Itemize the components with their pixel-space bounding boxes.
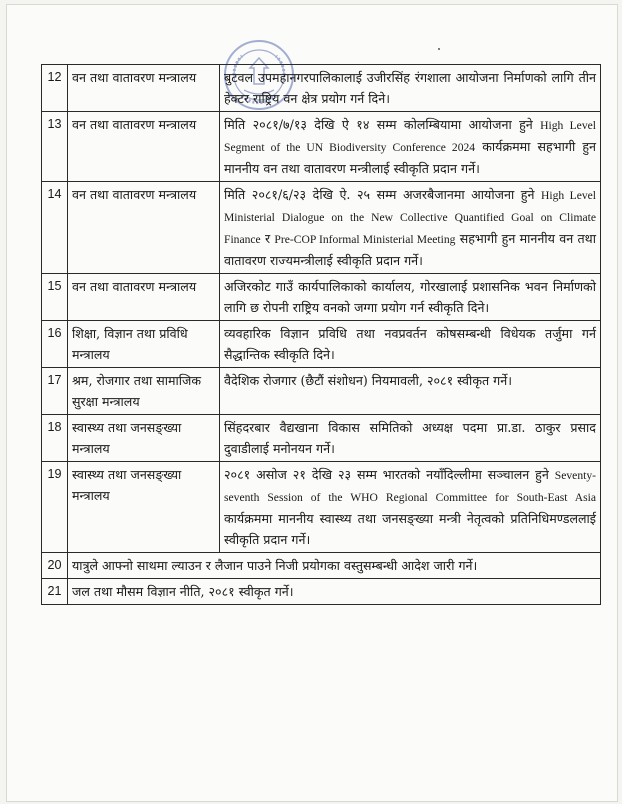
- row-number: 17: [42, 368, 68, 415]
- decision-text: मिति २०८१/७/१३ देखि ऐ १४ सम्म कोलम्बियामा आयोजना हुने: [224, 117, 541, 132]
- decision-detail-cell: [220, 321, 601, 368]
- ministry-cell: वन तथा वातावरण मन्त्रालय: [68, 182, 220, 274]
- decision-detail-cell: [220, 415, 601, 462]
- ministry-cell: वन तथा वातावरण मन्त्रालय: [68, 274, 220, 321]
- table-row: [42, 415, 601, 462]
- ministry-cell: वन तथा वातावरण मन्त्रालय: [68, 112, 220, 182]
- decision-text: अजिरकोट गाउँ कार्यपालिकाको कार्यालय, गोरखालाई प्रशासनिक भवन निर्माणको लागि छ रोपनी राष्ट्रिय वनको जग्गा प्रयोग गर्न स्वीकृति दिने।: [224, 279, 596, 315]
- row-number: 13: [42, 112, 68, 182]
- decisions-table-body: [42, 65, 601, 605]
- table-row: [42, 65, 601, 112]
- decisions-table: [41, 64, 601, 605]
- ministry-cell: स्वास्थ्य तथा जनसङ्ख्या मन्त्रालय: [68, 415, 220, 462]
- table-row: [42, 321, 601, 368]
- table-row: [42, 368, 601, 415]
- decision-detail-cell: [220, 65, 601, 112]
- decision-detail-cell: [220, 112, 601, 182]
- decision-text: कार्यक्रममा माननीय स्वास्थ्य तथा जनसङ्ख्या मन्त्री नेतृत्वको प्रतिनिधिमण्डललाई स्वीकृति प्रदान गर्ने।: [224, 511, 596, 547]
- decision-text: वैदेशिक रोजगार (छैटौं संशोधन) नियमावली, २०८१ स्वीकृत गर्ने।: [224, 373, 513, 388]
- decision-text: जल तथा मौसम विज्ञान नीति, २०८१ स्वीकृत गर्ने।: [72, 584, 294, 599]
- row-number: 14: [42, 182, 68, 274]
- decision-text: २०८१ असोज २१ देखि २३ सम्म भारतको नयाँदिल्लीमा सञ्चालन हुने: [224, 467, 555, 482]
- ink-dot: [438, 48, 440, 50]
- row-number: 15: [42, 274, 68, 321]
- decision-detail-cell: [220, 368, 601, 415]
- row-number: 19: [42, 462, 68, 553]
- decision-text: र: [260, 231, 275, 246]
- table-row: [42, 182, 601, 274]
- table-row: [42, 462, 601, 553]
- row-number: 16: [42, 321, 68, 368]
- decision-english-text: High Level Segment of the UN Biodiversity Conference 2024: [224, 119, 596, 154]
- decision-text: सिंहदरबार वैद्यखाना विकास समितिको अध्यक्ष पदमा प्रा.डा. ठाकुर प्रसाद दुवाडीलाई मनोनयन गर्ने।: [224, 420, 596, 456]
- table-row: [42, 553, 601, 579]
- decision-text: मिति २०८१/६/२३ देखि ऐ. २५ सम्म अजरबैजानमा आयोजना हुने: [224, 187, 541, 202]
- decision-detail-cell: [220, 274, 601, 321]
- table-row: [42, 274, 601, 321]
- ministry-cell: शिक्षा, विज्ञान तथा प्रविधि मन्त्रालय: [68, 321, 220, 368]
- row-number: 12: [42, 65, 68, 112]
- decision-text: यात्रुले आफ्नो साथमा ल्याउन र लैजान पाउने निजी प्रयोगका वस्तुसम्बन्धी आदेश जारी गर्ने।: [72, 558, 478, 573]
- table-row: [42, 112, 601, 182]
- decision-detail-cell: [68, 579, 601, 605]
- row-number: 21: [42, 579, 68, 605]
- decision-detail-cell: [220, 182, 601, 274]
- ministry-cell: स्वास्थ्य तथा जनसङ्ख्या मन्त्रालय: [68, 462, 220, 553]
- decision-text: बुटवल उपमहानगरपालिकालाई उजीरसिंह रंगशाला आयोजना निर्माणको लागि तीन हेक्टर राष्ट्रिय वन क्षेत्र प्रयोग गर्न दिने।: [224, 70, 596, 106]
- row-number: 18: [42, 415, 68, 462]
- ministry-cell: वन तथा वातावरण मन्त्रालय: [68, 65, 220, 112]
- table-row: [42, 579, 601, 605]
- decision-english-text: High Level Ministerial Dialogue on the New Collective Quantified Goal on Climate Finance: [224, 189, 597, 246]
- decision-detail-cell: [68, 553, 601, 579]
- decision-text: कार्यक्रममा सहभागी हुन माननीय वन तथा वातावरण मन्त्रीलाई स्वीकृति प्रदान गर्ने।: [224, 139, 596, 176]
- decision-english-text: Seventy-seventh Session of the WHO Regional Committee for South-East Asia: [224, 469, 596, 504]
- row-number: 20: [42, 553, 68, 579]
- decision-english-text: Pre-COP Informal Ministerial Meeting: [274, 233, 456, 246]
- decision-detail-cell: [220, 462, 601, 553]
- decision-text: व्यवहारिक विज्ञान प्रविधि तथा नवप्रवर्तन कोषसम्बन्धी विधेयक तर्जुमा गर्न सैद्धान्तिक स्वीकृति दिने।: [224, 326, 596, 362]
- decision-text: सहभागी हुन माननीय वन तथा वातावरण राज्यमन्त्रीलाई स्वीकृति प्रदान गर्ने।: [224, 231, 596, 268]
- ministry-cell: श्रम, रोजगार तथा सामाजिक सुरक्षा मन्त्रालय: [68, 368, 220, 415]
